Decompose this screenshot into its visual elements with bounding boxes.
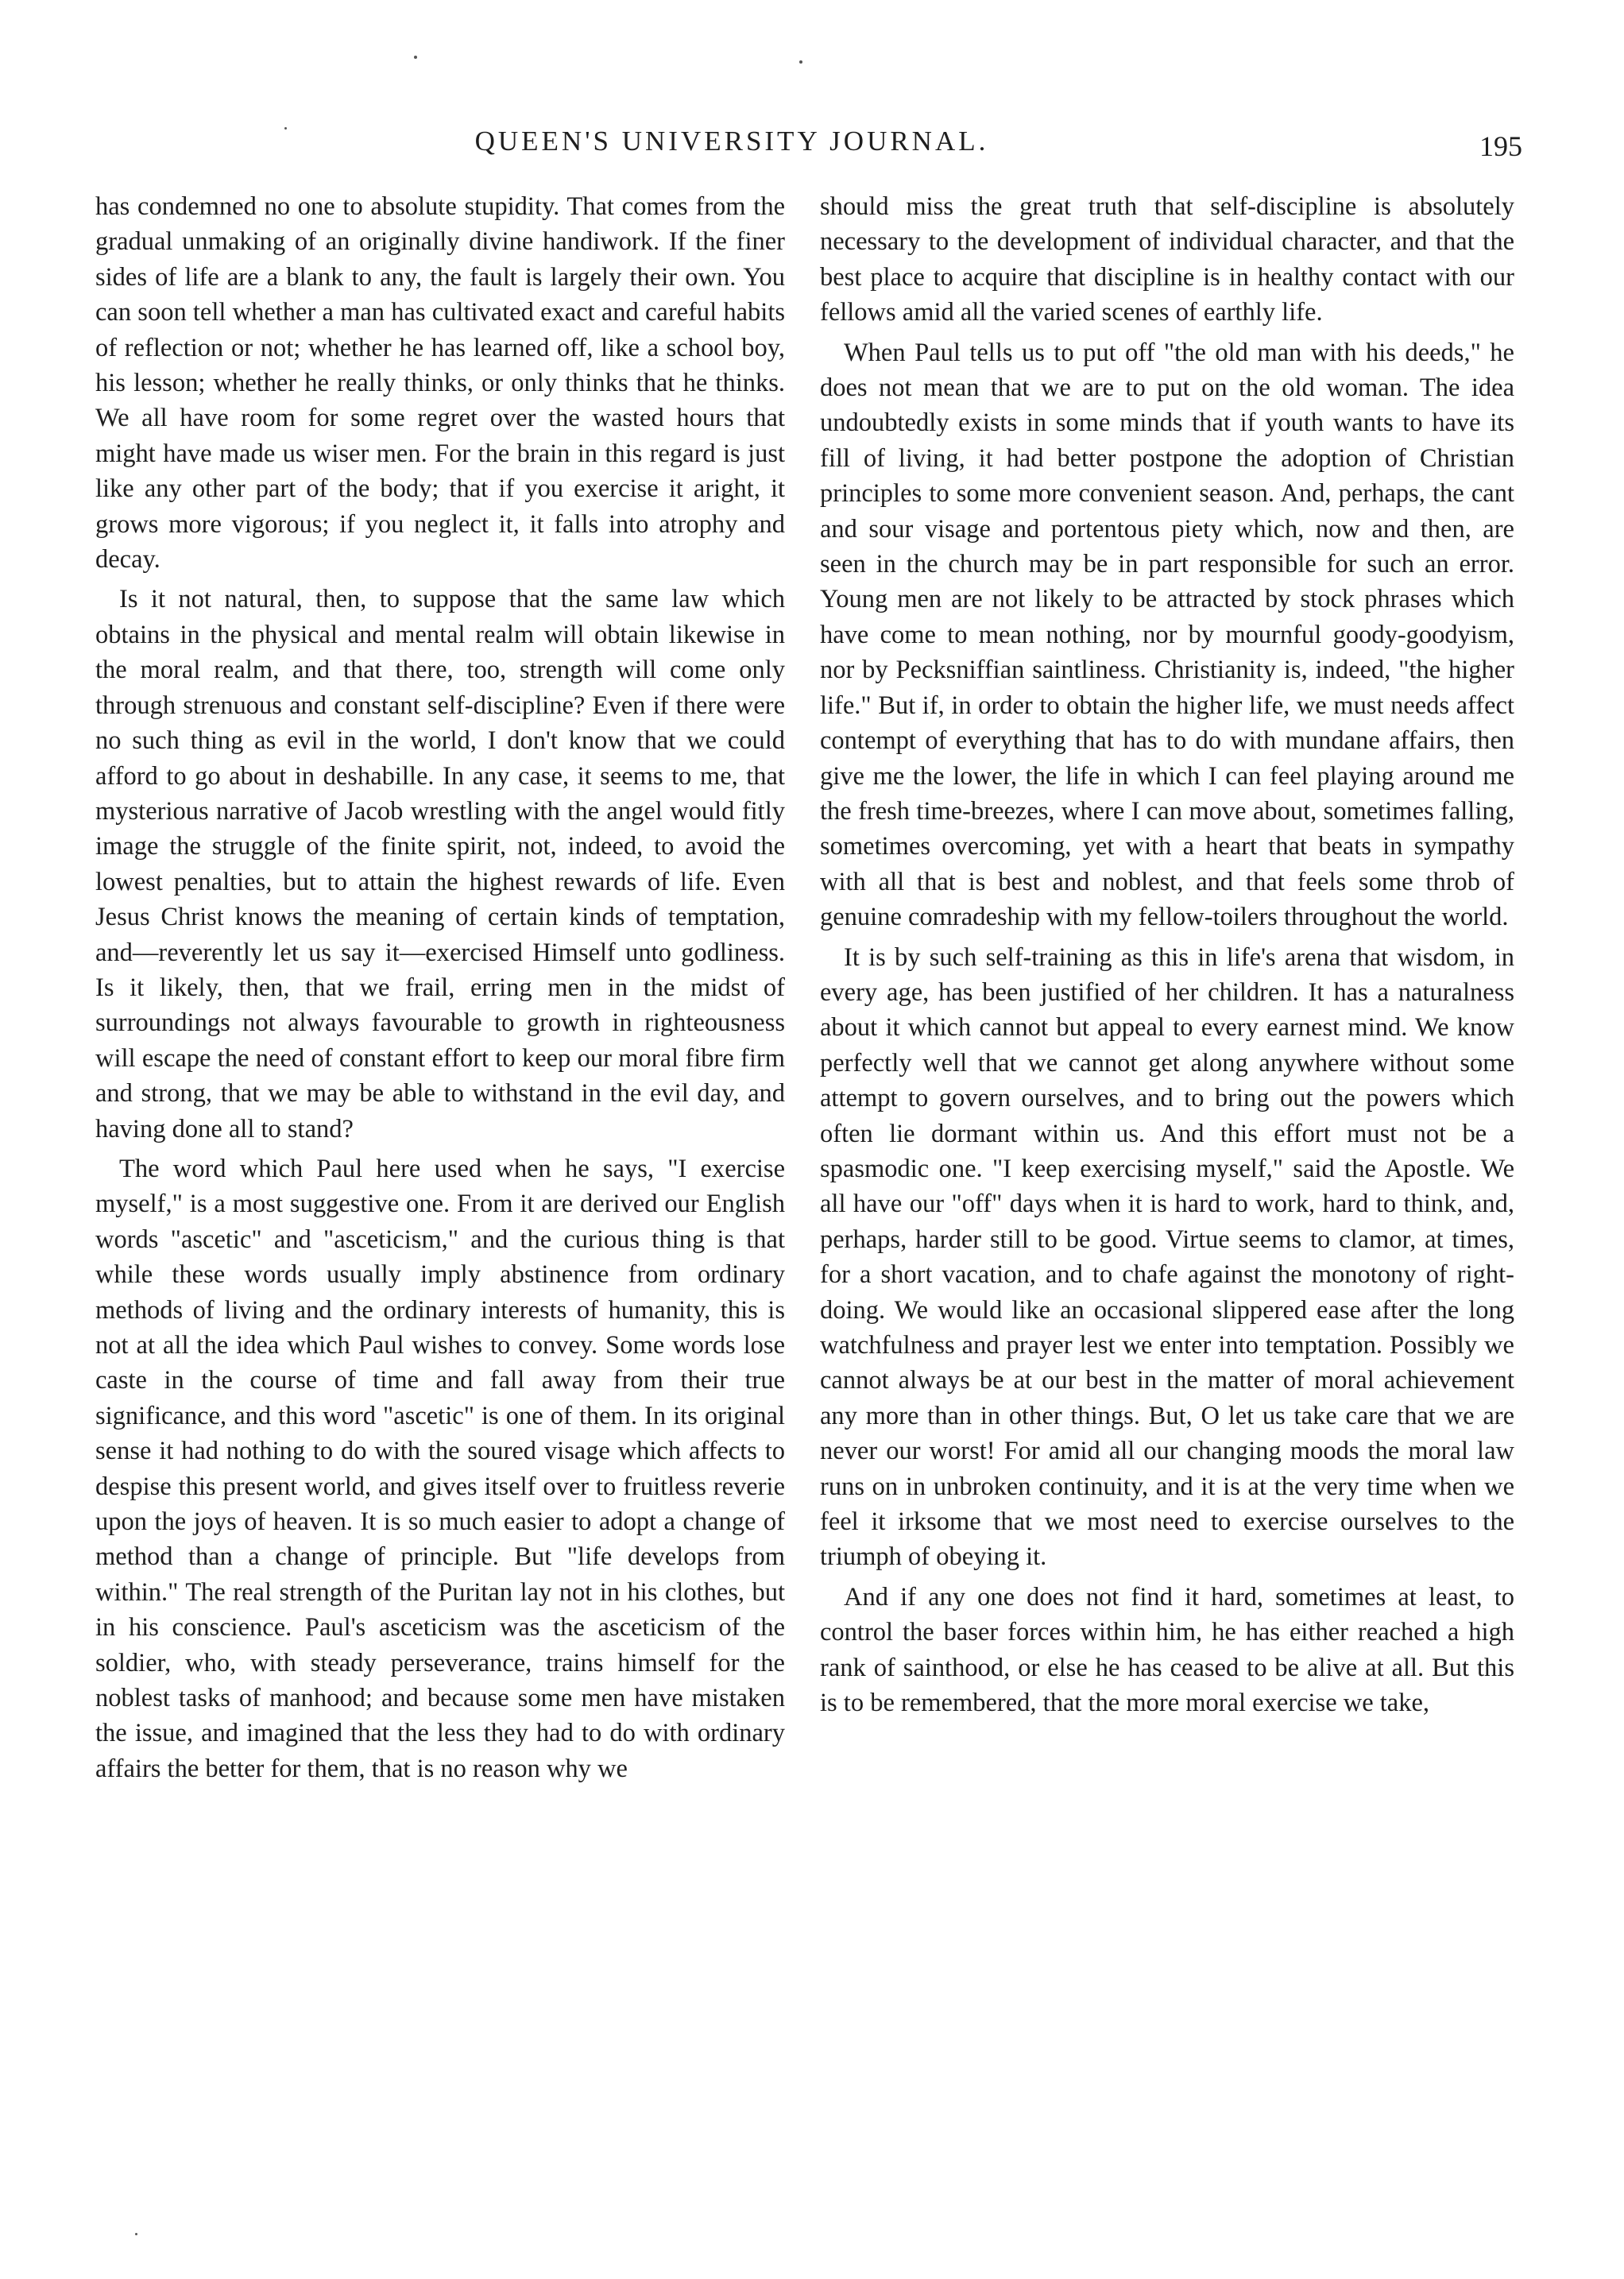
paragraph-right-2: When Paul tells us to put off "the old man with his deeds," he does not mean that we are to put on the old woman. The idea undoubtedly exists in some minds that if youth wants to have its fill of living, it had better postpone the adoption of Christian principles to some more convenient season. And, perhaps, the cant and sour visage and portentous piety which, now and then, are seen in the church may be in part responsible for such an error. Young men are not likely to be attracted by stock phrases which have come to mean nothing, nor by mournful goody-goodyism, nor by Pecksniffian saintliness. Christianity is, indeed, "the higher life." But if, in order to obtain the higher life, we must needs affect contempt of everything that has to do with mundane affairs, then give me the lower, the life in which I can feel playing around me the fresh time-breezes, where I can move about, sometimes falling, sometimes overcoming, yet with a heart that beats in sympathy with all that is best and noblest, and that feels some throb of genuine comradeship with my fellow-toilers throughout the world.	[820, 338, 1514, 932]
print-speck	[135, 2233, 137, 2235]
page-number: 195	[1479, 130, 1522, 162]
paragraph-left-1: has condemned no one to absolute stupidity. That comes from the gradual unmaking of an originally divine handiwork. If the finer sides of life are a blank to any, the fault is largely their own. You can soon tell whether a man has cultivated exact and careful habits of reflection or not; whether he has learned off, like a school boy, his lesson; whether he really thinks, or only thinks that he thinks. We all have room for some regret over the wasted hours that might have made us wiser men. For the brain in this regard is just like any other part of the body; that if you exercise it aright, it grows more vigorous; if you neglect it, it falls into atrophy and decay.	[95, 192, 785, 575]
journal-title: QUEEN'S UNIVERSITY JOURNAL.	[474, 126, 989, 157]
paragraph-right-4: And if any one does not find it hard, sometimes at least, to control the baser forces within him, he has either reached a high rank of sainthood, or else he has ceased to be alive at all. But this is to be remembered, that the more moral exercise we take,	[820, 1582, 1514, 1718]
paragraph-left-3: The word which Paul here used when he says, "I exercise myself," is a most suggestive one. From it are derived our English words "ascetic" and "asceticism," and the curious thing is that while these words usually imply abstinence from ordinary methods of living and the ordinary interests of humanity, this is not at all the idea which Paul wishes to convey. Some words lose caste in the course of time and fall away from their true significance, and this word "ascetic" is one of them. In its original sense it had nothing to do with the soured visage which affects to despise this present world, and gives itself over to fruitless reverie upon the joys of heaven. It is so much easier to adopt a change of method than a change of principle. But "life develops from within." The real strength of the Puritan lay not in his clothes, but in his conscience. Paul's asceticism was the asceticism of the soldier, who, with steady perseverance, trains himself for the noblest tasks of manhood; and because some men have mistaken the issue, and imagined that the less they had to do with ordinary affairs the better for them, that is no reason why we	[95, 1154, 785, 1783]
right-column	[820, 189, 1514, 2215]
print-speck	[284, 127, 287, 130]
print-speck	[414, 56, 417, 59]
paragraph-left-2: Is it not natural, then, to suppose that the same law which obtains in the physical and mental realm will obtain likewise in the moral realm, and that there, too, strength will come only through strenuous and constant self-discipline? Even if there were no such thing as evil in the world, I don't know that we could afford to go about in deshabille. In any case, it seems to me, that mysterious narrative of Jacob wrestling with the angel would fitly image the struggle of the finite spirit, not, indeed, to avoid the lowest penalties, but to attain the highest rewards of life. Even Jesus Christ knows the meaning of certain kinds of temptation, and—reverently let us say it—exercised Himself unto godliness. Is it likely, then, that we frail, erring men in the midst of surroundings not always favourable to growth in righteousness will escape the need of constant effort to keep our moral fibre firm and strong, that we may be able to withstand in the evil day, and having done all to stand?	[95, 585, 785, 1143]
paragraph-right-1: should miss the great truth that self-discipline is absolutely necessary to the development of individual character, and that the best place to acquire that discipline is in healthy contact with our fellows amid all the varied scenes of earthly life.	[820, 192, 1514, 327]
print-speck	[799, 60, 802, 64]
paragraph-right-3: It is by such self-training as this in life's arena that wisdom, in every age, has been justified of her children. It has a naturalness about it which cannot but appeal to every earnest mind. We know perfectly well that we cannot get along anywhere without some attempt to govern ourselves, and to bring out the powers which often lie dormant within us. And this effort must not be a spasmodic one. "I keep exercising myself," said the Apostle. We all have our "off" days when it is hard to work, hard to think, and, perhaps, harder still to be good. Virtue seems to clamor, at times, for a short vacation, and to chafe against the monotony of right-doing. We would like an occasional slippered ease after the long watchfulness and prayer lest we enter into temptation. Possibly we cannot always be at our best in the matter of moral achievement any more than in other things. But, O let us take care that we are never our worst! For amid all our changing moods the moral law runs on in unbroken continuity, and it is at the very time when we feel it irksome that we most need to exercise ourselves to the triumph of obeying it.	[820, 942, 1514, 1572]
left-column	[95, 189, 785, 2215]
running-head	[0, 118, 1624, 165]
